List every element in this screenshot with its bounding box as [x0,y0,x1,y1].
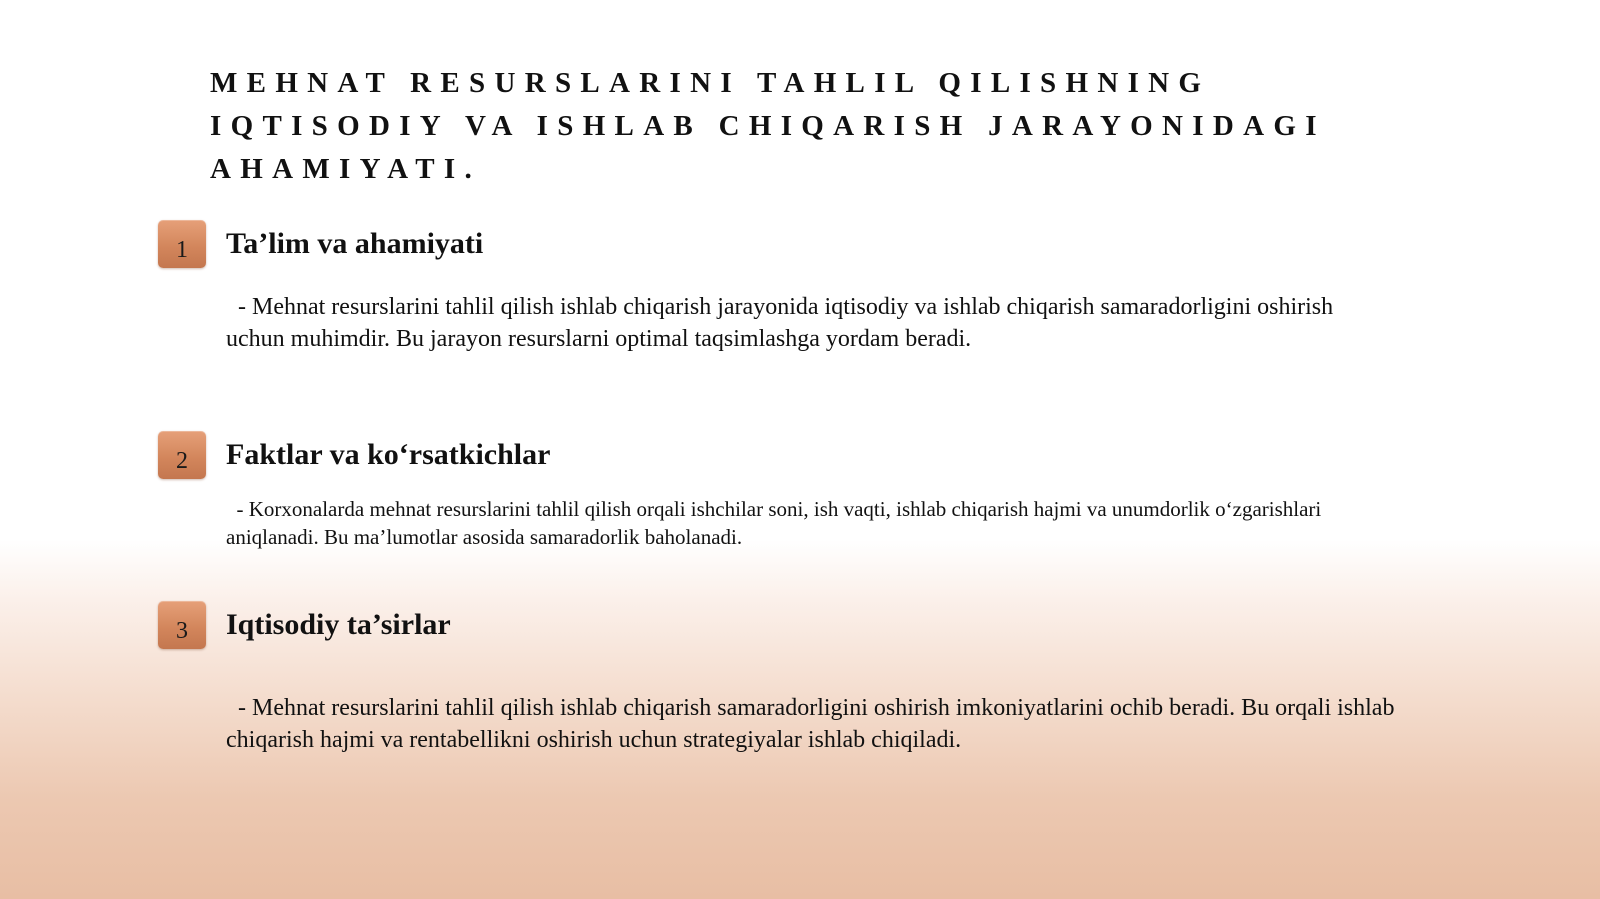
section-heading: Faktlar va ko‘rsatkichlar [226,438,551,471]
section-heading: Ta’lim va ahamiyati [226,227,484,260]
section-text: - Korxonalarda mehnat resurslarini tahlil qilish orqali ishchilar soni, ish vaqti, ishlab chiqarish hajmi va unumdorlik o‘zgarishlari aniqlanadi. Bu ma’lumotlar asosida samaradorlik baholanadi. [226,497,1322,549]
number-badge-label: 3 [176,618,188,644]
section-text: - Mehnat resurslarini tahlil qilish ishlab chiqarish jarayonida iqtisodiy va ishlab chiqarish samaradorligini oshirish uchun muhimdir. Bu jarayon resurslarni optimal taqsimlashga yordam beradi. [226,294,1334,352]
number-badge-label: 2 [176,448,188,474]
section-text: - Mehnat resurslarini tahlil qilish ishlab chiqarish samaradorligini oshirish imkoniyatlarini ochib beradi. Bu orqali ishlab chiqarish hajmi va rentabellikni oshirish uchun strategiyalar ishlab chiqiladi. [226,695,1395,753]
section-heading: Iqtisodiy ta’sirlar [226,608,451,641]
number-badge-1 [158,220,206,268]
number-badge-label: 1 [176,237,188,263]
number-badge-3 [158,601,206,649]
slide-title: MEHNAT RESURSLARINI TAHLIL QILISHNING IQTISODIY VA ISHLAB CHIQARISH JARAYONIDAGI AHAMIYATI. [210,67,1326,185]
number-badge-2 [158,431,206,479]
